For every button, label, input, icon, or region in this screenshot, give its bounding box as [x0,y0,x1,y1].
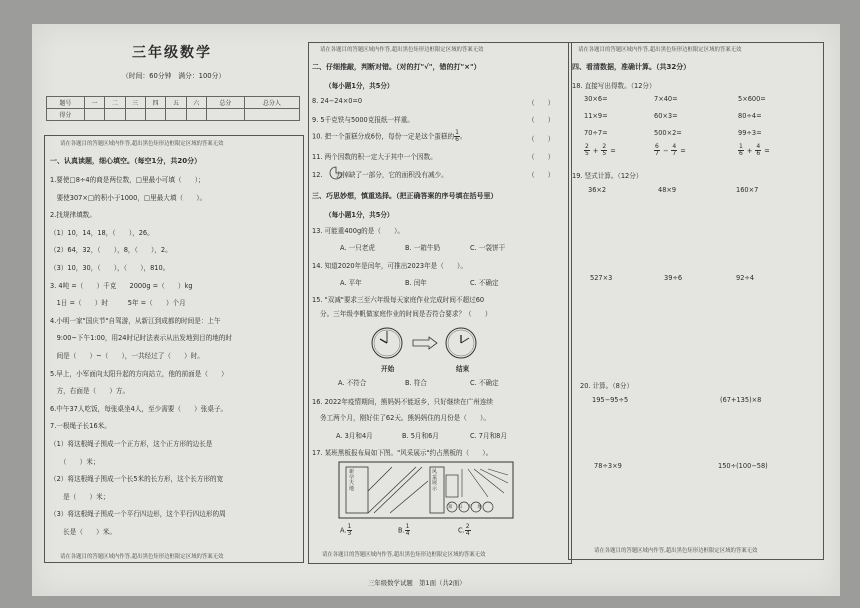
q13-option-b: B. 一箱牛奶 [405,244,441,252]
question-line: 3. 4吨 =（ ）千克 2000g =（ ）kg [50,281,193,290]
section-1-heading: 一、认真读题，细心填空。（每空1分，共20分） [50,157,202,165]
numerator: 1 [739,143,743,150]
numerator: 4 [756,143,761,150]
q14-option-b: B. 闰年 [405,279,427,287]
section-3-heading: 三、巧思妙想，慎重选择。（把正确答案的序号填在括号里） [312,192,498,200]
q13-option-a: A. 一只老虎 [340,244,375,252]
score-cell [105,109,125,121]
q15-option-a: A. 不符合 [338,379,367,387]
score-cell: 得分 [47,109,85,121]
score-cell [244,109,299,121]
option-fraction [465,524,471,537]
question-line: 1日 =（ ）时 5年 =（ ）个月 [50,299,186,308]
section-4-heading: 四、看清数据，准确计算。（共32分） [572,63,691,71]
option-letter: C. [458,526,465,535]
question-line: （3）10，30，（ ），（ ），810。 [50,264,170,272]
score-cell: 三 [125,97,145,109]
area-note: 请在各题目的答题区域内作答,超出黑色矩形边框限定区域的答案无效 [594,548,758,554]
q17-option [340,524,352,537]
oral-calc-item: 80÷4= [738,112,762,120]
numerator: 2 [602,143,607,150]
q18: 18. 直接写出得数。（12分） [572,82,656,90]
score-cell: 题号 [47,97,85,109]
question-line: 7.一根绳子长16米。 [50,422,111,431]
q17-option [398,524,410,537]
answer-paren[interactable]: （ ） [528,153,555,161]
section-3-sub: （每小题1分，共5分） [325,211,394,219]
equals-sign: = [764,146,770,155]
score-cell: 六 [186,97,206,109]
section-2-sub: （每小题1分，共5分） [325,82,394,90]
q12: 12. 去掉缺了一部分，它的面积没有减少。 [312,171,448,179]
oral-calc-item: 7×40= [654,95,678,103]
score-cell: 总分 [206,97,244,109]
start-clock-icon [370,326,404,360]
q16-option-c: C. 7月和8月 [470,432,507,440]
operator: − [662,146,669,155]
numerator: 1 [405,523,410,530]
vertical-calc-item: 160×7 [736,186,759,194]
score-cell [206,109,244,121]
clock-start-label: 开始 [381,365,395,373]
question-line: 6.中午37人吃饭，每张桌坐4人，至少需要（ ）张桌子。 [50,404,228,413]
q14-option-c: C. 不确定 [470,279,499,287]
oral-calc-item: 30×6= [584,95,608,103]
score-cell [84,109,104,121]
denominator: 3 [347,530,352,537]
arrow-right-icon [412,336,438,350]
question-line: 1.要使□8÷4的商是两位数，□里最小可填（ ）； [50,176,205,184]
denominator: 4 [465,530,470,537]
q14: 14. 知道2020年是闰年，可推出2023年是（ ）。 [312,262,467,270]
denominator: 7 [655,150,659,157]
blackboard-layout-diagram [338,461,514,519]
numerator: 2 [465,523,470,530]
area-note: 请在各题目的答题区域内作答,超出黑色矩形边框限定区域的答案无效 [60,141,224,147]
question-line: 9:00~下午1:00，用24时记时法表示从出发地到目的地的时 [50,334,232,343]
fraction [654,144,660,157]
question-line: （ ）米； [50,457,100,466]
score-cell [186,109,206,121]
q15-line-2: 分。三年级李帆做家庭作业的时间是否符合要求？（ ） [320,310,492,318]
equals-sign: = [610,146,616,155]
area-note: 请在各题目的答题区域内作答,超出黑色矩形边框限定区域的答案无效 [320,47,484,53]
vertical-calc-item: 92÷4 [736,274,755,282]
question-line: 5.早上，小军面向太阳升起的方向站立，他的前面是（ ） [50,369,228,378]
question-line: （2）将这根绳子围成一个长5米的长方形，这个长方形的宽 [50,475,224,484]
equals-sign: = [680,146,686,155]
mixed-calc-item: 78÷3×9 [594,462,622,470]
denominator: 7 [672,150,677,157]
q19: 19. 竖式计算。（12分） [572,172,643,180]
section-2-heading: 二、仔细推敲，判断对错。（对的打"√"，错的打"×"） [312,63,481,71]
oral-calc-item: 11×9= [584,112,608,120]
question-line: 间是（ ）~（ ），一共经过了（ ）时。 [50,352,204,360]
denominator: 5 [585,150,589,157]
question-line: （3）将这根绳子围成一个平行四边形，这个平行四边形的周 [50,510,226,519]
area-note: 请在各题目的答题区域内作答,超出黑色矩形边框限定区域的答案无效 [322,552,486,558]
q16-option-a: A. 3月和4月 [336,432,373,440]
q15-option-b: B. 符合 [405,379,427,387]
q16-option-b: B. 5月和6月 [402,432,439,440]
denominator: 5 [602,150,607,157]
q17: 17. 某班黑板报布局如下图。"风采展示"约占黑板的（ ）。 [312,449,493,457]
quarter-cut-circle-icon [329,166,343,180]
option-fraction [405,524,411,537]
vertical-calc-item: 48×9 [658,186,677,194]
denominator: 4 [405,530,410,537]
score-cell: 二 [105,97,125,109]
score-cell: 一 [84,97,104,109]
numerator: 4 [672,143,677,150]
oral-calc-item: 60×3= [654,112,678,120]
score-cell: 总分人 [244,97,299,109]
answer-paren[interactable]: （ ） [528,116,555,124]
q20: 20. 计算。（8分） [580,382,634,390]
fraction [584,144,590,157]
page-title: 三年级数学 [132,45,212,61]
q14-option-a: A. 平年 [340,279,362,287]
fraction [738,144,744,157]
answer-paren[interactable]: （ ） [528,171,555,179]
operator: + [746,146,753,155]
vertical-calc-item: 39÷6 [664,274,683,282]
oral-calc-item: 70÷7= [584,129,608,137]
oral-calc-item: 5×600= [738,95,766,103]
numerator: 6 [655,143,659,150]
area-note: 请在各题目的答题区域内作答,超出黑色矩形边框限定区域的答案无效 [578,47,742,53]
q10: 10. 把一个蛋糕分成6份，每份一定是这个蛋糕的 $\frac{1}{6}$ 。 [312,129,467,143]
score-cell [145,109,165,121]
q17-option [458,524,471,537]
answer-paren[interactable]: （ ） [528,135,555,143]
board-area-a-label: 新学天地 [349,469,355,492]
score-cell: 五 [166,97,186,109]
vertical-calc-item: 527×3 [590,274,613,282]
oral-calc-item: 99÷3= [738,129,762,137]
denominator: 6 [739,150,743,157]
board-area-c-label: 知识天地 [448,505,488,510]
exam-time-info: （时间：60分钟 满分：100分） [122,72,226,80]
q11: 11. 两个因数的积一定大于其中一个因数。 [312,153,437,161]
oral-calc-item: 500×2= [654,129,682,137]
score-table [46,96,300,121]
board-area-b-label: 风采展示 [432,469,438,492]
q15-line-1: 15. "双减"要求三至六年级每天家庭作业完成时间不超过60 [312,296,485,304]
mixed-calc-item: (67+135)×8 [720,396,762,404]
question-line: 是（ ）米； [50,492,110,501]
question-line: （1）将这根绳子围成一个正方形，这个正方形的边长是 [50,440,213,448]
clock-end-label: 结束 [456,365,470,373]
fraction-calc-item [654,144,686,157]
score-cell [125,109,145,121]
q13-option-c: C. 一袋饼干 [470,244,506,252]
question-line: （1）10，14，18，（ ），26。 [50,228,154,237]
q8: 8. 24−24×0=0 [312,97,363,105]
answer-paren[interactable]: （ ） [528,99,555,107]
mixed-calc-item: 150÷(100−58) [718,462,768,470]
mixed-calc-item: 195−95÷5 [592,396,629,404]
operator: + [592,146,599,155]
option-letter: B. [398,526,405,535]
q15-option-c: C. 不确定 [470,379,499,387]
score-cell [166,109,186,121]
page-footer: 三年级数学试题 第1面（共2面） [368,579,466,587]
fraction-calc-item [584,144,616,157]
q16-line-1: 16. 2022年疫情期间，熊妈妈不能返乡，只好继续在广州连续 [312,398,494,406]
option-letter: A. [340,526,347,535]
numerator: 1 [347,523,352,530]
end-clock-icon [444,326,478,360]
q16-line-2: 务工两个月，刚好住了62天。熊妈妈住的月份是（ ）。 [320,414,490,422]
numerator: 2 [585,143,589,150]
score-cell: 四 [145,97,165,109]
question-line: 要使307×□的积小于1000，□里最大填（ ）。 [50,193,207,202]
question-line: （2）64，32，（ ），8，（ ），2。 [50,246,172,255]
question-line: 长是（ ）米。 [50,528,116,536]
fraction-calc-item [738,144,770,157]
q13: 13. 可能重400g的是（ ）。 [312,227,404,235]
question-line: 方，右面是（ ）方。 [50,387,130,396]
q9: 9. 5千克铁与5000克报纸一样重。 [312,116,414,124]
vertical-calc-item: 36×2 [588,186,607,194]
option-fraction [347,524,353,537]
denominator: 6 [756,150,761,157]
question-line: 2.找规律填数。 [50,211,96,220]
area-note: 请在各题目的答题区域内作答,超出黑色矩形边框限定区域的答案无效 [60,554,224,560]
question-line: 4.小明一家"国庆节"自驾游，从新江到成都的时间是：上午 [50,316,221,325]
